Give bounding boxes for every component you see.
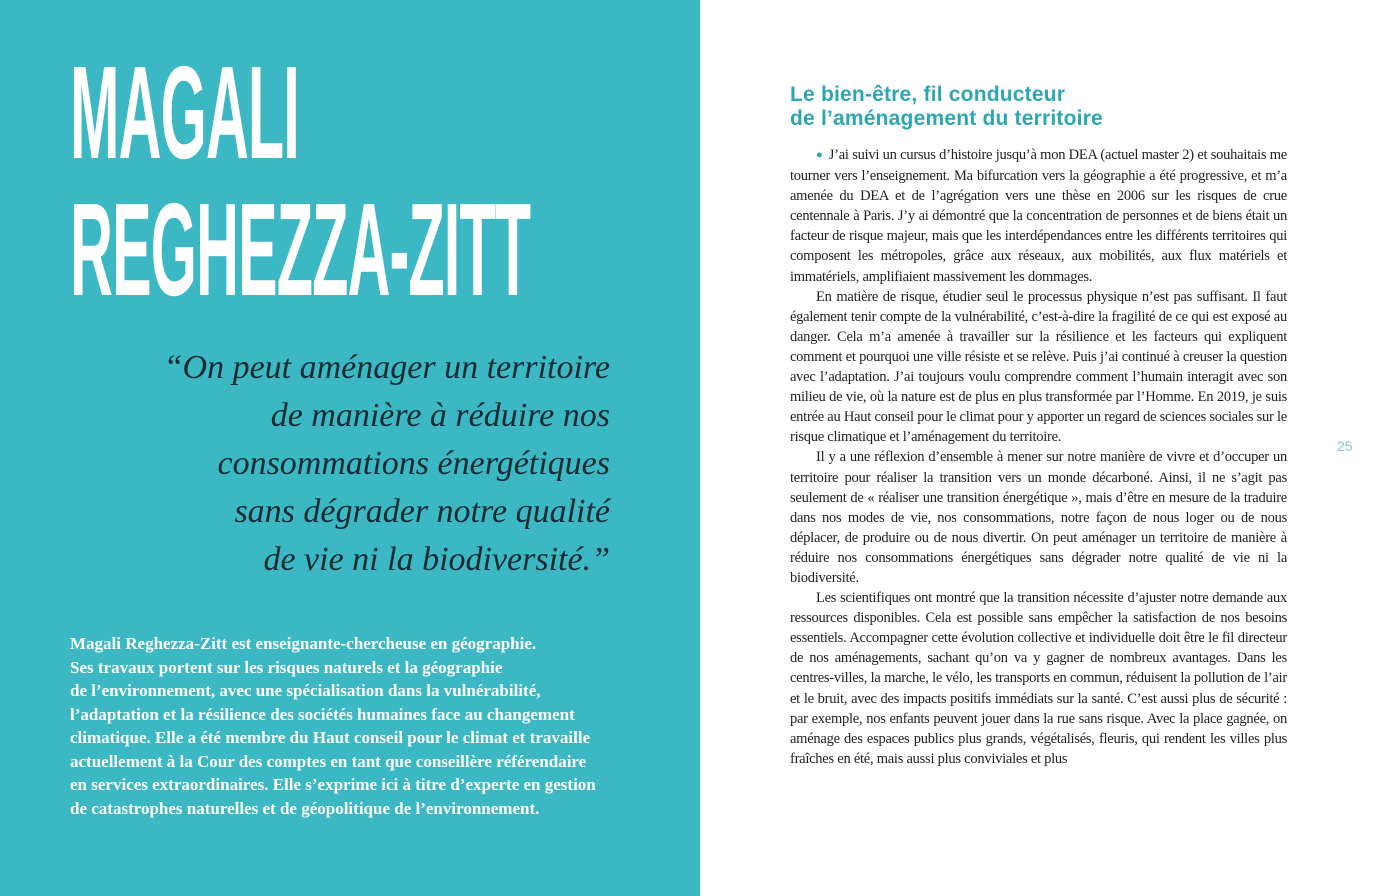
quote-line: de vie ni la biodiversité.” <box>263 541 610 578</box>
heading-line: Le bien-être, fil conducteur <box>790 83 1066 106</box>
quote-line: sans dégrader notre qualité <box>234 493 610 530</box>
page-number: 25 <box>1337 438 1353 454</box>
quote-line: “On peut aménager un territoire <box>163 349 610 386</box>
article-paragraph <box>790 145 1287 287</box>
bio-line: Magali Reghezza-Zitt est enseignante-chercheuse en géographie. <box>70 634 537 653</box>
quote-line: de manière à réduire nos <box>270 397 610 434</box>
heading-line: de l’aménagement du territoire <box>790 107 1103 130</box>
article-paragraph <box>790 447 1287 588</box>
pull-quote <box>40 344 610 584</box>
article-paragraph <box>790 287 1287 448</box>
article-heading <box>790 83 1103 131</box>
paragraph-text: Il y a une réflexion d’ensemble à mener sur notre manière de vivre et d’occuper un territoire pour réaliser la transition vers un monde décarboné. Ainsi, il ne s’agit pas seulement de « réaliser une transition énergétique », mais d’être en mesure de la traduire dans nos modes de vie, nos consommations, notre façon de nous loger ou de nous déplacer, de produire ou de nous divertir. On peut aménager un territoire de manière à réduire nos consommations énergétiques sans dégrader notre qualité de vie ni la biodiversité. <box>790 449 1287 586</box>
paragraph-bullet-icon: ● <box>816 149 823 161</box>
paragraph-text: En matière de risque, étudier seul le processus physique n’est pas suffisant. Il faut également tenir compte de la vulnérabilité, c’est-à-dire la fragilité de ce qui est exposé au danger. Cela m’a amenée à travailler sur la résilience et les facteurs qui expliquent comment et pourquoi une ville résiste et se relève. Puis j’ai continué à creuser la question avec l’adaptation. J’ai toujours voulu comprendre comment l’humain interagit avec son milieu de vie, où la nature est de plus en plus transformée par l’Homme. En 2019, je suis entrée au Haut conseil pour le climat pour y apporter un regard de sciences sociales sur le risque climatique et l’aménagement du territoire. <box>790 288 1287 446</box>
bio-line: en services extraordinaires. Elle s’exprime ici à titre d’experte en gestion <box>70 775 596 794</box>
bio-line: climatique. Elle a été membre du Haut conseil pour le climat et travaille <box>70 728 591 747</box>
paragraph-text: J’ai suivi un cursus d’histoire jusqu’à mon DEA (actuel master 2) et souhaitais me tourner vers l’enseignement. Ma bifurcation vers la géographie a été progressive, et m’a amenée du DEA et de l’agrégation vers une thèse en 2006 sur les risques de crue centennale à Paris. J’y ai démontré que la concentration de personnes et de biens était un facteur de risque majeur, mais que les interdépendances entre les différents territoires qui composent les métropoles, grâce aux réseaux, aux mobilités, aux flux matériels et immatériels, amplifiaient massivement les dommages. <box>790 147 1287 285</box>
bio-line: de l’environnement, avec une spécialisation dans la vulnérabilité, <box>70 681 541 700</box>
bio-line: de catastrophes naturelles et de géopolitique de l’environnement. <box>70 798 540 818</box>
bio-text <box>70 632 630 820</box>
title-line: MAGALI <box>70 39 299 186</box>
article-paragraph <box>790 588 1287 769</box>
bio-line: Ses travaux portent sur les risques naturels et la géographie <box>70 657 503 677</box>
paragraph-text: Les scientifiques ont montré que la transition nécessite d’ajuster notre demande aux ressources disponibles. Cela est possible sans empêcher la satisfaction de nos besoins essentiels. Accompagner cette évolution collective et individuelle doit être le fil directeur de nos aménagements, sachant qu’on va y gagner de nombreux avantages. Dans les centres-villes, la marche, le vélo, les transports en commun, réduisent la pollution de l’air et le bruit, avec des impacts positifs immédiats sur la santé. C’est aussi plus de sécurité : par exemple, nos enfants peuvent jouer dans la rue sans risque. Avec la place gagnée, on aménage des espaces publics plus grands, végétalisés, fleuris, qui rendent les villes plus fraîches en été, mais aussi plus conviviales et plus <box>790 590 1287 767</box>
title-line: REGHEZZA-ZITT <box>70 176 531 323</box>
quote-line: consommations énergétiques <box>217 445 610 482</box>
bio-line: l’adaptation et la résilience des sociétés humaines face au changement <box>70 704 575 724</box>
bio-line: actuellement à la Cour des comptes en tant que conseillère référendaire <box>70 751 587 771</box>
right-page <box>700 0 1400 896</box>
article-body <box>790 145 1287 769</box>
